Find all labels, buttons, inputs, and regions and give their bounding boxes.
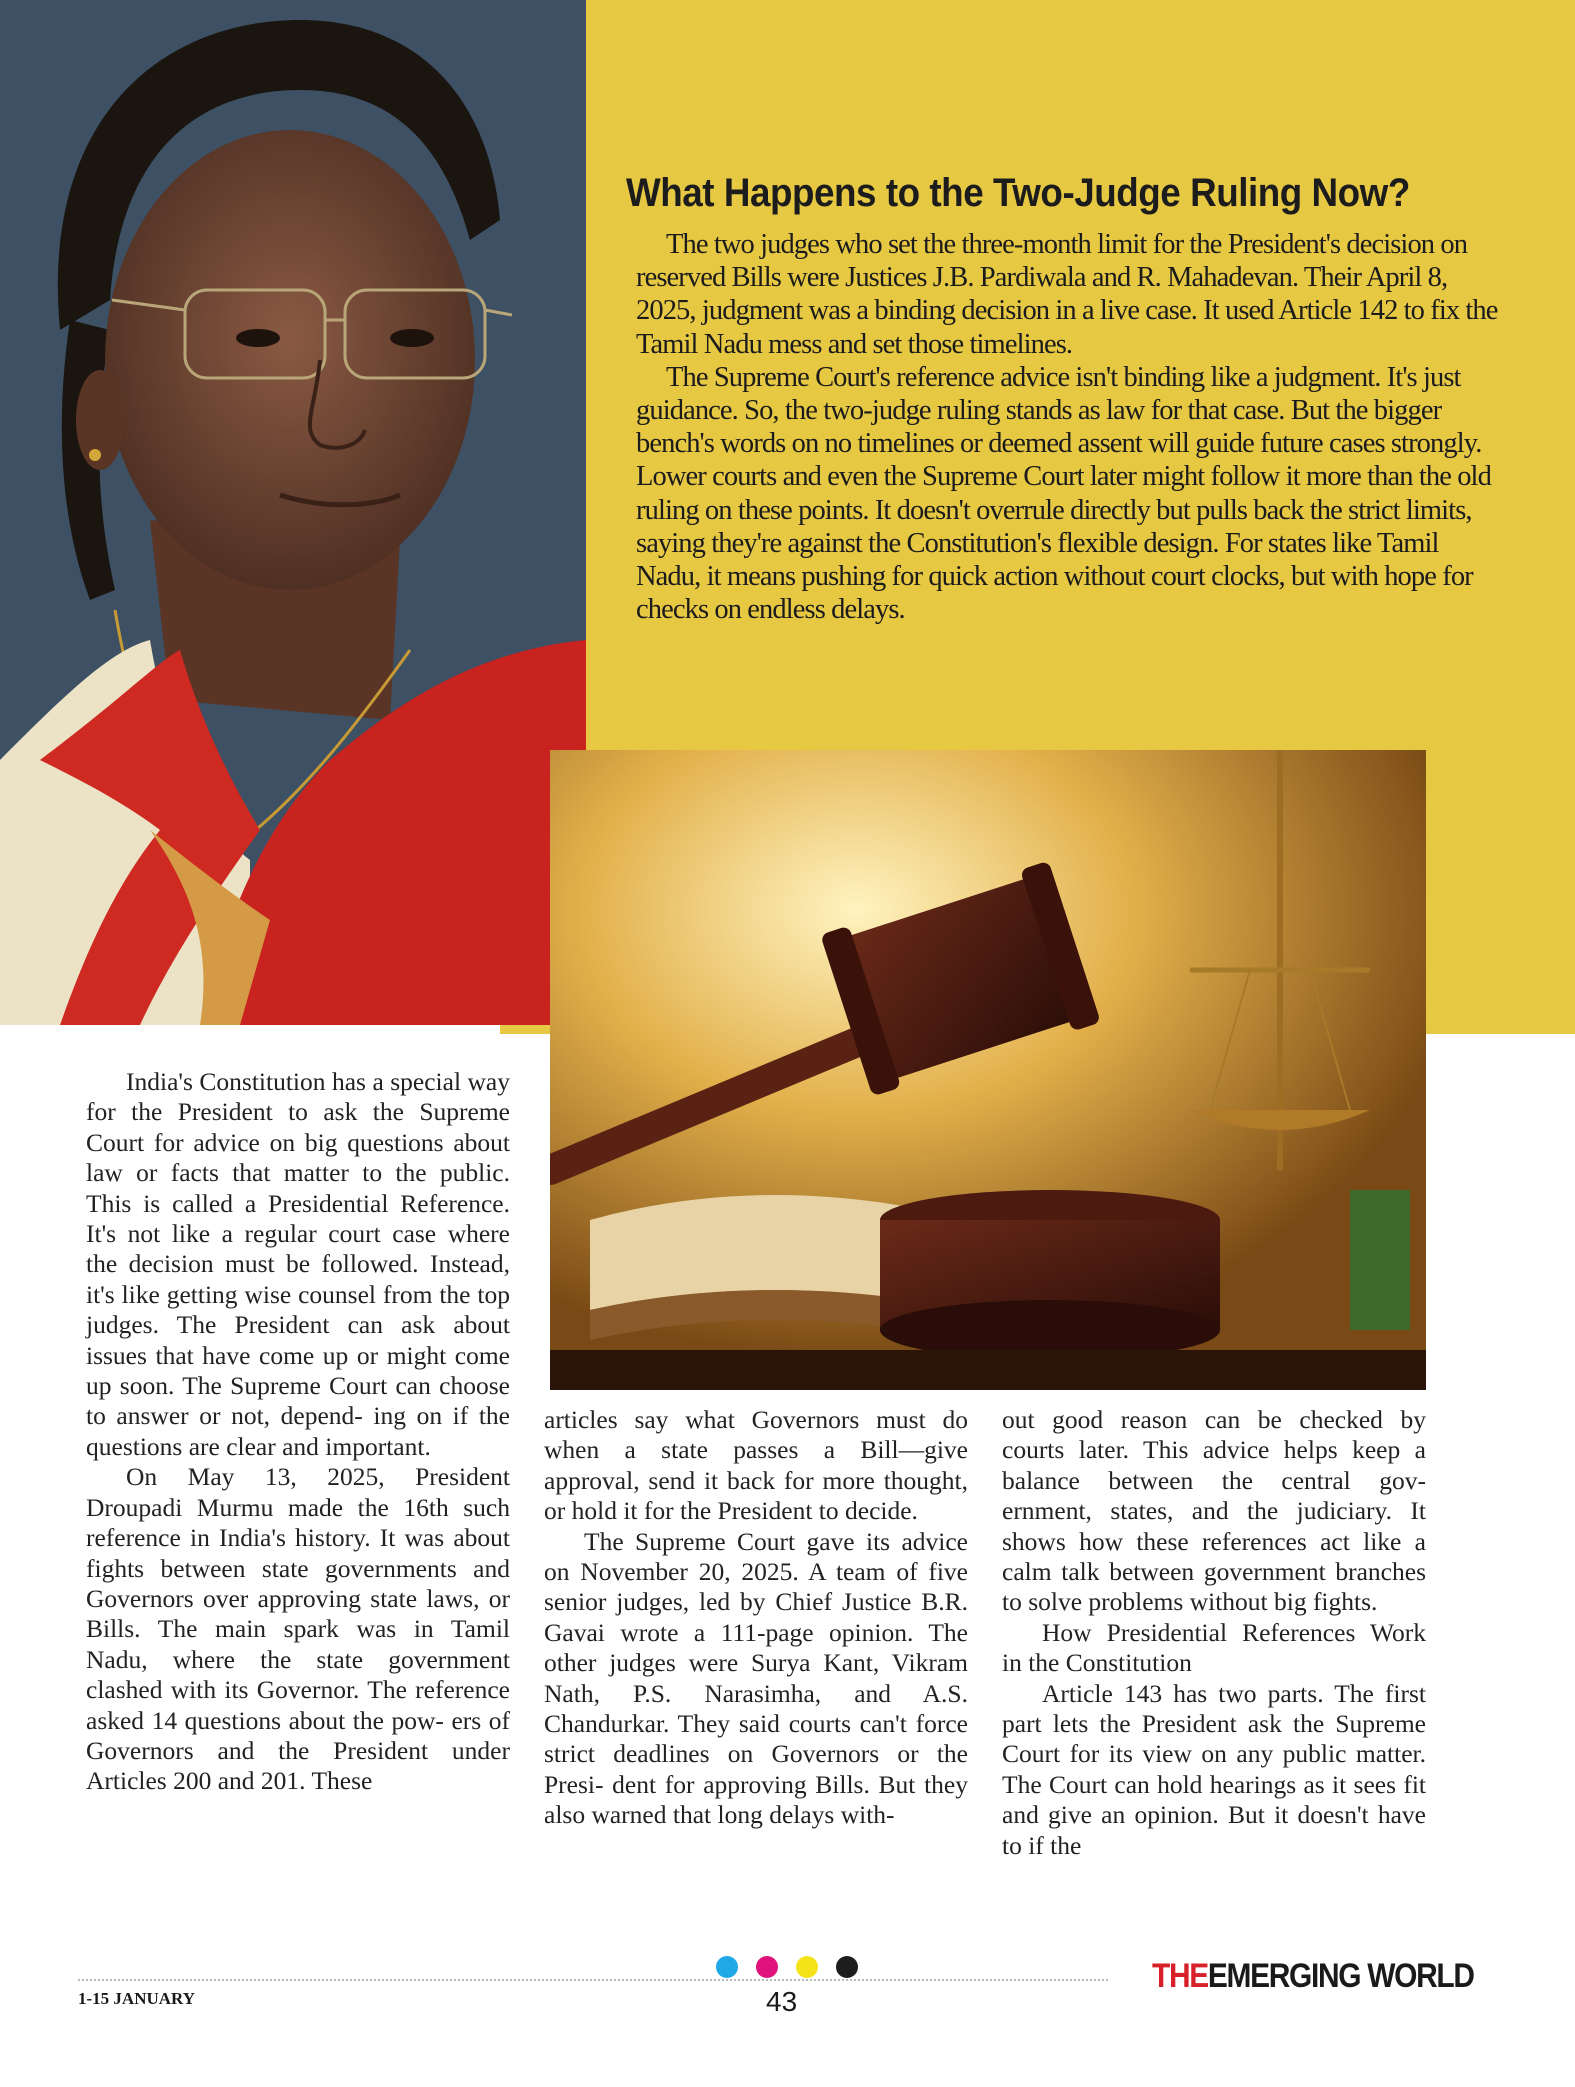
registration-dot-cyan	[716, 1956, 738, 1978]
footer-rule	[78, 1979, 1108, 1981]
article-paragraph: On May 13, 2025, President Droupadi Murmu made the 16th such reference in India's history. It was about fights between state governments and Governors over approving state laws, or Bills. The main spark was in Tamil Nadu, where the state government clashed with its Governor. The reference asked 14 questions about the pow- ers of Governors and the President under Articles 200 and 201. These	[86, 1462, 510, 1796]
article-paragraph: articles say what Governors must do when a state passes a Bill—give approval, send it back for more thought, or hold it for the President to decide.	[544, 1405, 968, 1526]
sidebar-paragraph: The two judges who set the three-month limit for the President's decision on reserved Bills were Justices J.B. Pardiwala and R. Mahadevan. Their April 8, 2025, judgment was a binding decision in a live case. It used Article 142 to fix the Tamil Nadu mess and set those timelines.	[636, 229, 1498, 360]
article-subheading: How Presidential References Work in the Constitution	[1002, 1617, 1426, 1678]
article-column-1	[86, 1067, 510, 1797]
gavel-scales-image	[550, 750, 1426, 1390]
page-number: 43	[766, 1986, 798, 2017]
brand-the: THE	[1152, 1957, 1208, 1995]
sidebar-body	[636, 228, 1498, 626]
sidebar-paragraph: The Supreme Court's reference advice isn't binding like a judgment. It's just guidance. So, the two-judge ruling stands as law for that case. But the bigger bench's words on no timelines or deemed assent will guide future cases strongly. Lower courts and even the Supreme Court later might follow it more than the old ruling on these points. It doesn't overrule directly but pulls back the strict limits, saying they're against the Constitution's flexible design. For states like Tamil Nadu, it means pushing for quick action without court clocks, but with hope for checks on endless delays.	[636, 361, 1491, 626]
article-paragraph: out good reason can be checked by courts later. This advice helps keep a balance between the central gov- ernment, states, and the judiciary. It shows how these references act like a calm talk between government branches to solve problems without big fights.	[1002, 1405, 1426, 1617]
registration-dot-magenta	[756, 1956, 778, 1978]
sidebar-headline: What Happens to the Two-Judge Ruling Now?	[626, 171, 1410, 216]
article-column-2	[544, 1405, 968, 1831]
article-paragraph: Article 143 has two parts. The first part lets the President ask the Supreme Court for its view on any public matter. The Court can hold hearings as it sees fit and give an opinion. But it doesn't have to if the	[1002, 1678, 1426, 1860]
issue-date: 1-15 JANUARY	[78, 1989, 195, 2008]
brand-name: EMERGING WORLD	[1207, 1957, 1474, 1995]
article-paragraph: The Supreme Court gave its advice on November 20, 2025. A team of five senior judges, led by Chief Justice B.R. Gavai wrote a 111-page opinion. The other judges were Surya Kant, Vikram Nath, P.S. Narasimha, and A.S. Chandurkar. They said courts can't force strict deadlines on Governors or the Presi- dent for approving Bills. But they also warned that long delays with-	[544, 1526, 968, 1830]
portrait-image	[0, 0, 586, 1025]
article-column-3	[1002, 1405, 1426, 1861]
article-paragraph: India's Constitution has a special way for the President to ask the Supreme Court for advice on big questions about law or facts that matter to the public. This is called a Presidential Reference. It's not like a regular court case where the decision must be followed. Instead, it's like getting wise counsel from the top judges. The President can ask about issues that have come up or might come up soon. The Supreme Court can choose to answer or not, depend- ing on if the questions are clear and important.	[86, 1067, 510, 1461]
registration-dot-yellow	[796, 1956, 818, 1978]
publication-logo	[1152, 1957, 1474, 1996]
registration-dot-black	[836, 1956, 858, 1978]
